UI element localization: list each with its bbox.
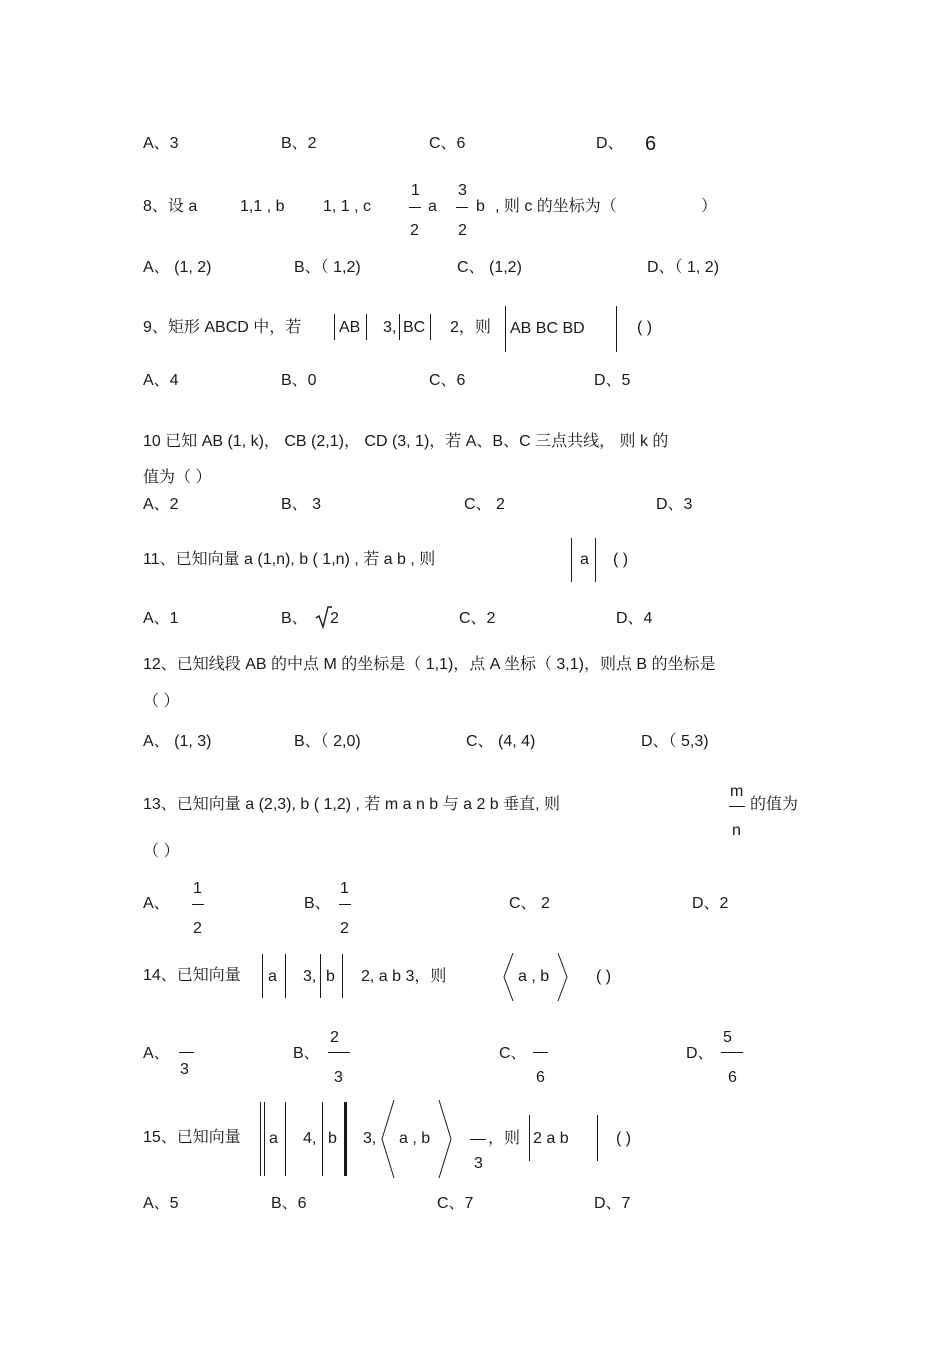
q15-tail: ( ): [616, 1130, 632, 1147]
q10-line1: 10 已知 AB (1, k)， CB (2,1)， CD (3, 1)，若 A、B、C 三点共线， 则 k 的: [143, 433, 669, 450]
q9-abs-bar: [334, 314, 335, 340]
q13-option-a-num: 1: [193, 880, 202, 897]
q13-line2: （ ）: [143, 843, 180, 860]
q15-frac-den: 3: [474, 1155, 483, 1172]
q15-b: b: [328, 1130, 337, 1147]
q14-option-d-bar: [721, 1052, 743, 1053]
q13-option-b-bar: [339, 904, 351, 905]
q15-abs-bar: [285, 1102, 286, 1176]
q9-option-c: C、6: [429, 372, 466, 389]
q9-option-d: D、5: [594, 372, 631, 389]
q9-bc: BC: [403, 319, 426, 336]
q15-prefix: 15、已知向量: [143, 1129, 241, 1146]
q10-option-a: A、2: [143, 496, 179, 513]
q10-option-b: B、 3: [281, 496, 322, 513]
q9-tail: ( ): [637, 319, 653, 336]
q11-option-b: B、: [281, 610, 308, 627]
q8-close: ）: [701, 198, 718, 215]
q13-option-b: B、: [304, 895, 331, 912]
q15-a: a: [269, 1130, 278, 1147]
q14-option-c: C、: [499, 1045, 527, 1062]
q14-tail: ( ): [596, 968, 612, 985]
q14-abs-bar: [320, 954, 321, 998]
q8-frac1-den: 2: [410, 222, 419, 239]
q15-m3: ，则: [488, 1130, 521, 1147]
q13-tail: 的值为: [750, 796, 799, 813]
q15-m2: 3,: [363, 1130, 377, 1147]
right-angle-bracket-icon: [557, 953, 569, 1001]
q15-abs-bar: [529, 1115, 530, 1161]
q11-abs: a: [580, 551, 589, 568]
q7-option-d-value: 6: [645, 133, 657, 155]
q12-option-a: A、 (1, 3): [143, 733, 212, 750]
q8-a: a: [428, 198, 437, 215]
q15-abs-bar: [264, 1102, 265, 1176]
q15-expr: 2 a b: [533, 1130, 569, 1147]
q14-option-b: B、: [293, 1045, 320, 1062]
q11-abs-bar: [571, 538, 572, 582]
left-angle-bracket-icon: [503, 953, 515, 1001]
q13-option-a: A、: [143, 895, 170, 912]
q9-mid: 3,: [383, 319, 397, 336]
q8-tail: , 则 c 的坐标为（: [495, 198, 617, 215]
q10-option-d: D、3: [656, 496, 693, 513]
q11-prefix: 11、已知向量 a (1,n), b ( 1,n) , 若 a b , 则: [143, 551, 436, 568]
q9-abs-bar: [430, 314, 431, 340]
q15-angle: a , b: [399, 1130, 431, 1147]
q15-option-a: A、5: [143, 1195, 179, 1212]
q14-option-c-den: 6: [536, 1069, 545, 1086]
q8-frac1-num: 1: [411, 182, 420, 199]
q14-option-d: D、: [686, 1045, 714, 1062]
q12-option-b: B、（ 2,0): [294, 733, 361, 750]
q14-option-a: A、: [143, 1045, 170, 1062]
q7-option-b: B、2: [281, 135, 317, 152]
q11-tail: ( ): [613, 551, 629, 568]
q13-frac-den: n: [732, 822, 741, 839]
sqrt-sign-icon: [316, 606, 330, 628]
q13-option-a-den: 2: [193, 920, 202, 937]
q13-option-b-num: 1: [340, 880, 349, 897]
q8-option-d: D、（ 1, 2): [647, 259, 720, 276]
q8-option-b: B、（ 1,2): [294, 259, 361, 276]
q14-option-d-den: 6: [728, 1069, 737, 1086]
q14-option-b-bar: [328, 1052, 350, 1053]
q12-line1: 12、已知线段 AB 的中点 M 的坐标是（ 1,1)，点 A 坐标（ 3,1)，则点 B 的坐标是: [143, 656, 716, 673]
q9-expr: AB BC BD: [510, 320, 585, 337]
q7-option-c: C、6: [429, 135, 466, 152]
q15-option-d: D、7: [594, 1195, 631, 1212]
q15-option-c: C、7: [437, 1195, 474, 1212]
q14-m1: 3,: [303, 968, 317, 985]
right-angle-bracket-icon: [437, 1100, 453, 1178]
q12-line2: （ ）: [143, 693, 180, 710]
q8-part2: 1, 1 , c: [323, 198, 372, 215]
q9-abs-bar: [399, 314, 400, 340]
q15-option-b: B、6: [271, 1195, 307, 1212]
q9-abs-bar: [366, 314, 367, 340]
q14-m2: 2, a b 3，则: [361, 968, 447, 985]
q11-abs-bar: [595, 538, 596, 582]
q7-option-a: A、3: [143, 135, 179, 152]
q13-option-b-den: 2: [340, 920, 349, 937]
q14-option-b-den: 3: [334, 1069, 343, 1086]
q9-prefix: 9、矩形 ABCD 中，若: [143, 319, 302, 336]
q10-line2: 值为（ ）: [143, 469, 212, 486]
q11-option-d: D、4: [616, 610, 653, 627]
q13-option-d: D、2: [692, 895, 729, 912]
q11-option-a: A、1: [143, 610, 179, 627]
q11-option-b-value: 2: [330, 610, 339, 627]
left-angle-bracket-icon: [380, 1100, 396, 1178]
q11-option-c: C、2: [459, 610, 496, 627]
q8-frac2-den: 2: [458, 222, 467, 239]
q14-option-a-bar: [179, 1052, 194, 1053]
q8-option-c: C、 (1,2): [457, 259, 522, 276]
q13-frac-bar: [729, 806, 745, 807]
q13-option-a-bar: [192, 904, 204, 905]
q9-ab: AB: [339, 319, 361, 336]
q14-option-c-bar: [533, 1052, 548, 1053]
q13-option-c: C、 2: [509, 895, 550, 912]
q10-option-c: C、 2: [464, 496, 505, 513]
q14-option-a-den: 3: [180, 1061, 189, 1078]
q15-abs-bar: [322, 1102, 323, 1176]
q15-frac-bar: [470, 1139, 486, 1140]
q8-frac2-num: 3: [458, 182, 467, 199]
q9-abs-bar: [505, 306, 506, 352]
q14-abs-bar: [285, 954, 286, 998]
q9-option-b: B、0: [281, 372, 317, 389]
q9-option-a: A、4: [143, 372, 179, 389]
q14-abs-bar: [262, 954, 263, 998]
q15-m1: 4,: [303, 1130, 317, 1147]
q12-option-d: D、（ 5,3): [641, 733, 709, 750]
q15-abs-bar: [597, 1115, 598, 1161]
q14-b: b: [326, 968, 335, 985]
q13-prefix: 13、已知向量 a (2,3), b ( 1,2) , 若 m a n b 与 a 2 b 垂直, 则: [143, 796, 561, 813]
q14-prefix: 14、已知向量: [143, 967, 241, 984]
q8-prefix: 8、设 a: [143, 198, 198, 215]
q8-frac1-bar: [409, 207, 421, 208]
q13-frac-num: m: [730, 783, 744, 800]
q7-option-d: D、: [596, 135, 624, 152]
q14-option-b-num: 2: [330, 1029, 339, 1046]
q12-option-c: C、 (4, 4): [466, 733, 536, 750]
q14-option-d-num: 5: [723, 1029, 732, 1046]
q8-part1: 1,1 , b: [240, 198, 285, 215]
q9-abs-bar: [616, 306, 617, 352]
q8-b: b: [476, 198, 485, 215]
q8-option-a: A、 (1, 2): [143, 259, 212, 276]
q14-abs-bar: [342, 954, 343, 998]
q8-frac2-bar: [456, 207, 468, 208]
q15-abs-bar: [344, 1102, 347, 1176]
q14-a: a: [268, 968, 277, 985]
q14-angle: a , b: [518, 968, 550, 985]
q15-abs-bar: [260, 1102, 261, 1176]
q9-mid2: 2，则: [450, 319, 491, 336]
